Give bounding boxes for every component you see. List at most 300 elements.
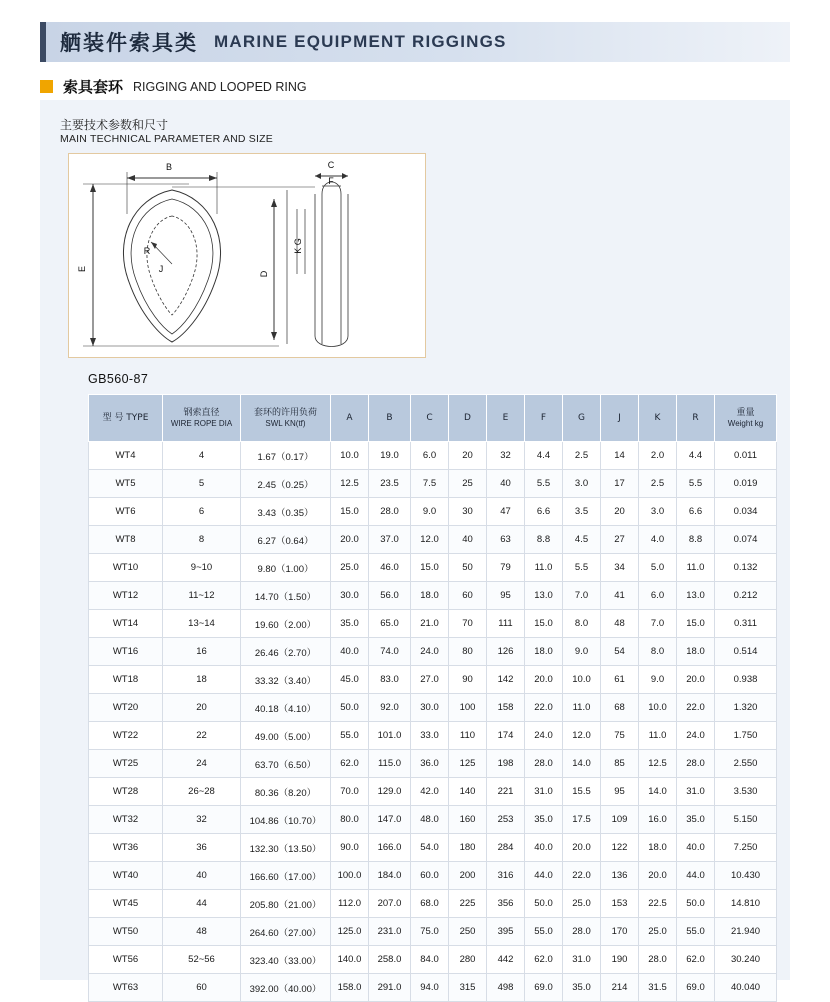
table-row [89,806,777,834]
table-row [89,554,777,582]
table-cell: 0.311 [715,610,777,638]
table-cell: 153 [601,890,639,918]
table-cell: 20 [449,442,487,470]
table-cell: 68.0 [411,890,449,918]
table-row [89,694,777,722]
table-cell: 54.0 [411,834,449,862]
table-cell: 20.0 [639,862,677,890]
table-cell: 20.0 [525,666,563,694]
table-cell: 47 [487,498,525,526]
table-cell: 8.8 [677,526,715,554]
table-cell: 14.70（1.50） [241,582,331,610]
content-panel [40,100,790,995]
table-cell: 56.0 [369,582,411,610]
table-cell: 5.5 [563,554,601,582]
table-cell: 6.0 [411,442,449,470]
table-cell: 62.0 [331,750,369,778]
table-cell: 28.0 [563,918,601,946]
table-cell: 19.0 [369,442,411,470]
table-cell: 15.0 [411,554,449,582]
table-row [89,862,777,890]
table-cell: 15.5 [563,778,601,806]
table-cell: 12.5 [639,750,677,778]
table-cell: 132.30（13.50） [241,834,331,862]
table-cell: 498 [487,974,525,1002]
table-cell: 55.0 [677,918,715,946]
table-cell: 22.0 [677,694,715,722]
table-row [89,526,777,554]
params-label-en: MAIN TECHNICAL PARAMETER AND SIZE [60,133,273,145]
drawing-label-KG: K G [293,238,303,254]
table-cell: 5.5 [677,470,715,498]
table-cell: 23.5 [369,470,411,498]
table-cell: 36.0 [411,750,449,778]
table-cell: 63 [487,526,525,554]
table-cell: 231.0 [369,918,411,946]
table-cell: 214 [601,974,639,1002]
table-cell: 158.0 [331,974,369,1002]
table-cell: 42.0 [411,778,449,806]
table-cell: 68 [601,694,639,722]
table-cell: 60 [449,582,487,610]
table-cell: 74.0 [369,638,411,666]
table-cell: 34 [601,554,639,582]
table-cell: 20 [163,694,241,722]
table-cell: 5.5 [525,470,563,498]
table-cell: 94.0 [411,974,449,1002]
table-cell: 0.019 [715,470,777,498]
table-cell: 140 [449,778,487,806]
table-row [89,946,777,974]
table-cell: 28.0 [677,750,715,778]
table-cell: 122 [601,834,639,862]
table-cell: 40.0 [525,834,563,862]
section-title-cn: 索具套环 [63,78,124,96]
table-cell: 166.60（17.00） [241,862,331,890]
table-cell: 33.32（3.40） [241,666,331,694]
table-cell: 0.034 [715,498,777,526]
table-cell: 40 [449,526,487,554]
table-cell: 7.250 [715,834,777,862]
table-cell: WT63 [89,974,163,1002]
table-cell: 11~12 [163,582,241,610]
table-cell: WT45 [89,890,163,918]
table-cell: 11.0 [677,554,715,582]
table-cell: 26~28 [163,778,241,806]
table-row [89,750,777,778]
col-header-f: F [525,395,563,442]
table-cell: 25.0 [563,890,601,918]
col-header-swl: 套环的许用负荷 SWL KN(tf) [241,395,331,442]
table-cell: 41 [601,582,639,610]
table-cell: WT16 [89,638,163,666]
table-cell: 180 [449,834,487,862]
table-cell: 115.0 [369,750,411,778]
table-row [89,890,777,918]
spec-table [88,394,777,1002]
table-cell: 11.0 [525,554,563,582]
table-cell: 30 [449,498,487,526]
table-cell: 48 [601,610,639,638]
table-cell: 147.0 [369,806,411,834]
table-cell: 250 [449,918,487,946]
table-cell: 9.0 [411,498,449,526]
table-cell: 2.5 [563,442,601,470]
drawing-label-F: F [328,176,334,186]
table-cell: 1.320 [715,694,777,722]
col-header-weight: 重量 Weight kg [715,395,777,442]
table-cell: 258.0 [369,946,411,974]
table-cell: 92.0 [369,694,411,722]
table-cell: 0.212 [715,582,777,610]
table-cell: 27 [601,526,639,554]
table-cell: 111 [487,610,525,638]
table-cell: 8.0 [639,638,677,666]
table-cell: 24.0 [411,638,449,666]
table-cell: 83.0 [369,666,411,694]
table-cell: 18.0 [677,638,715,666]
table-row [89,834,777,862]
table-cell: WT36 [89,834,163,862]
table-cell: 40.0 [331,638,369,666]
table-cell: 75.0 [411,918,449,946]
table-cell: 5 [163,470,241,498]
table-cell: 2.5 [639,470,677,498]
table-cell: 136 [601,862,639,890]
table-cell: 9.0 [639,666,677,694]
col-header-c: C [411,395,449,442]
table-cell: 95 [487,582,525,610]
table-cell: 4.0 [639,526,677,554]
table-cell: 70.0 [331,778,369,806]
table-cell: 19.60（2.00） [241,610,331,638]
table-row [89,638,777,666]
table-cell: 80 [449,638,487,666]
table-cell: 0.514 [715,638,777,666]
table-cell: WT14 [89,610,163,638]
table-cell: 190 [601,946,639,974]
table-cell: 31.5 [639,974,677,1002]
table-cell: 37.0 [369,526,411,554]
table-cell: 4.4 [677,442,715,470]
table-cell: 40.18（4.10） [241,694,331,722]
table-row [89,442,777,470]
table-cell: 22.0 [525,694,563,722]
table-cell: 225 [449,890,487,918]
table-cell: 22.0 [563,862,601,890]
table-cell: 60 [163,974,241,1002]
table-cell: 30.0 [411,694,449,722]
bullet-square-icon [40,80,53,93]
table-cell: 158 [487,694,525,722]
table-cell: 17.5 [563,806,601,834]
col-header-r: R [677,395,715,442]
table-cell: WT8 [89,526,163,554]
table-cell: 104.86（10.70） [241,806,331,834]
table-cell: WT20 [89,694,163,722]
table-cell: 166.0 [369,834,411,862]
table-cell: 28.0 [525,750,563,778]
table-cell: 36 [163,834,241,862]
table-cell: 14.810 [715,890,777,918]
table-cell: 4.5 [563,526,601,554]
table-cell: 32 [487,442,525,470]
table-cell: 12.0 [411,526,449,554]
table-row [89,470,777,498]
table-cell: 90 [449,666,487,694]
table-cell: 54 [601,638,639,666]
table-cell: 28.0 [639,946,677,974]
section-title [40,76,307,97]
table-cell: 13~14 [163,610,241,638]
col-header-a: A [331,395,369,442]
table-cell: 126 [487,638,525,666]
table-cell: 198 [487,750,525,778]
table-cell: 3.43（0.35） [241,498,331,526]
table-cell: 2.550 [715,750,777,778]
table-cell: 65.0 [369,610,411,638]
table-cell: 7.0 [639,610,677,638]
table-cell: 44 [163,890,241,918]
table-cell: 20 [601,498,639,526]
standard-code: GB560-87 [88,372,149,386]
table-cell: 16 [163,638,241,666]
table-cell: 31.0 [677,778,715,806]
table-cell: WT10 [89,554,163,582]
table-row [89,722,777,750]
table-cell: 30.0 [331,582,369,610]
table-cell: 35.0 [563,974,601,1002]
table-row [89,918,777,946]
table-cell: 4 [163,442,241,470]
table-cell: 24 [163,750,241,778]
table-cell: 140.0 [331,946,369,974]
table-cell: WT32 [89,806,163,834]
table-cell: 0.011 [715,442,777,470]
table-cell: 8.0 [563,610,601,638]
banner-title-en: MARINE EQUIPMENT RIGGINGS [214,32,507,51]
drawing-label-C: C [327,160,335,170]
drawing-label-J: J [158,264,164,274]
table-cell: 79 [487,554,525,582]
table-cell: 205.80（21.00） [241,890,331,918]
table-cell: 392.00（40.00） [241,974,331,1002]
spec-table-container [88,394,768,1002]
table-cell: 22 [163,722,241,750]
table-cell: 9~10 [163,554,241,582]
drawing-label-R: R [143,246,151,256]
table-cell: 15.0 [331,498,369,526]
table-cell: 28.0 [369,498,411,526]
table-cell: 160 [449,806,487,834]
col-header-b: B [369,395,411,442]
table-row [89,498,777,526]
table-cell: 5.0 [639,554,677,582]
table-cell: 109 [601,806,639,834]
table-cell: 62.0 [525,946,563,974]
table-cell: 46.0 [369,554,411,582]
table-cell: 6.27（0.64） [241,526,331,554]
table-cell: 35.0 [677,806,715,834]
col-header-j: J [601,395,639,442]
spec-table-body [89,442,777,1002]
table-row [89,666,777,694]
table-cell: 284 [487,834,525,862]
table-cell: 45.0 [331,666,369,694]
table-cell: 50.0 [677,890,715,918]
table-cell: 52~56 [163,946,241,974]
table-cell: 50.0 [331,694,369,722]
table-cell: 6 [163,498,241,526]
table-cell: 14.0 [563,750,601,778]
table-cell: 125 [449,750,487,778]
table-cell: 21.940 [715,918,777,946]
table-cell: 9.80（1.00） [241,554,331,582]
table-cell: WT56 [89,946,163,974]
table-cell: 40.0 [677,834,715,862]
table-header-row [89,395,777,442]
table-cell: 62.0 [677,946,715,974]
table-cell: 129.0 [369,778,411,806]
table-cell: 18.0 [525,638,563,666]
drawing-label-B: B [165,162,173,172]
table-cell: 40 [487,470,525,498]
table-cell: 60.0 [411,862,449,890]
table-cell: 5.150 [715,806,777,834]
table-cell: 100.0 [331,862,369,890]
table-cell: 40.040 [715,974,777,1002]
table-cell: 356 [487,890,525,918]
table-cell: WT28 [89,778,163,806]
table-cell: 0.132 [715,554,777,582]
table-cell: 8 [163,526,241,554]
table-cell: 10.430 [715,862,777,890]
table-cell: 3.530 [715,778,777,806]
table-cell: 20.0 [331,526,369,554]
table-cell: 61 [601,666,639,694]
drawing-label-E: E [77,265,87,273]
table-cell: 25 [449,470,487,498]
table-cell: 0.074 [715,526,777,554]
drawing-label-D: D [259,270,269,278]
table-cell: 6.6 [525,498,563,526]
table-cell: 14 [601,442,639,470]
table-cell: 90.0 [331,834,369,862]
table-cell: 30.240 [715,946,777,974]
page-banner [40,22,790,62]
table-cell: 95 [601,778,639,806]
table-cell: WT40 [89,862,163,890]
table-cell: 25.0 [331,554,369,582]
table-cell: 110 [449,722,487,750]
table-cell: 27.0 [411,666,449,694]
technical-drawing [68,153,426,358]
table-cell: 125.0 [331,918,369,946]
table-cell: 18.0 [639,834,677,862]
table-cell: WT18 [89,666,163,694]
table-cell: 24.0 [525,722,563,750]
table-cell: 207.0 [369,890,411,918]
table-cell: 6.6 [677,498,715,526]
table-cell: 323.40（33.00） [241,946,331,974]
table-cell: 11.0 [639,722,677,750]
table-cell: WT5 [89,470,163,498]
table-cell: 63.70（6.50） [241,750,331,778]
table-cell: 85 [601,750,639,778]
table-cell: 1.750 [715,722,777,750]
table-row [89,610,777,638]
table-cell: 70 [449,610,487,638]
table-cell: 10.0 [563,666,601,694]
table-cell: 2.0 [639,442,677,470]
table-cell: 1.67（0.17） [241,442,331,470]
table-cell: WT25 [89,750,163,778]
table-cell: 221 [487,778,525,806]
table-cell: 48.0 [411,806,449,834]
table-cell: 25.0 [639,918,677,946]
table-cell: 8.8 [525,526,563,554]
table-row [89,582,777,610]
table-cell: 15.0 [677,610,715,638]
table-cell: 55.0 [525,918,563,946]
col-header-k: K [639,395,677,442]
table-cell: 184.0 [369,862,411,890]
table-cell: 22.5 [639,890,677,918]
table-cell: 48 [163,918,241,946]
table-cell: 100 [449,694,487,722]
table-cell: 16.0 [639,806,677,834]
table-cell: 3.5 [563,498,601,526]
table-cell: 315 [449,974,487,1002]
table-cell: WT50 [89,918,163,946]
table-row [89,974,777,1002]
table-cell: 80.0 [331,806,369,834]
table-cell: 12.0 [563,722,601,750]
table-cell: 12.5 [331,470,369,498]
table-cell: 44.0 [525,862,563,890]
table-cell: WT6 [89,498,163,526]
table-cell: 69.0 [677,974,715,1002]
table-cell: 101.0 [369,722,411,750]
table-cell: 18.0 [411,582,449,610]
table-cell: 14.0 [639,778,677,806]
table-cell: 31.0 [525,778,563,806]
col-header-d: D [449,395,487,442]
table-cell: 10.0 [639,694,677,722]
table-cell: 26.46（2.70） [241,638,331,666]
table-cell: 24.0 [677,722,715,750]
table-cell: WT12 [89,582,163,610]
table-cell: 18 [163,666,241,694]
banner-title-cn: 舾装件索具类 [60,31,198,55]
table-cell: 112.0 [331,890,369,918]
table-cell: 32 [163,806,241,834]
table-cell: 7.5 [411,470,449,498]
table-cell: 7.0 [563,582,601,610]
col-header-e: E [487,395,525,442]
table-cell: 50.0 [525,890,563,918]
table-cell: 280 [449,946,487,974]
table-cell: 4.4 [525,442,563,470]
table-cell: 20.0 [563,834,601,862]
table-cell: 13.0 [525,582,563,610]
table-cell: 17 [601,470,639,498]
table-cell: 31.0 [563,946,601,974]
table-row [89,778,777,806]
table-cell: 170 [601,918,639,946]
table-cell: 264.60（27.00） [241,918,331,946]
table-cell: 200 [449,862,487,890]
